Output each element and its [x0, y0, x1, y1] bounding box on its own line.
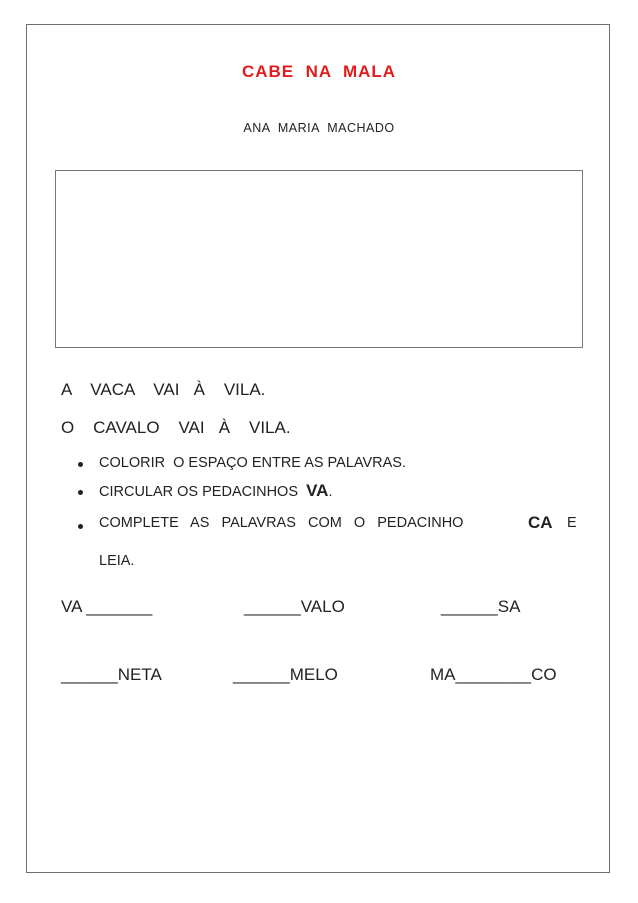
sentence-1: A VACA VAI À VILA. [61, 380, 266, 399]
page-border [26, 24, 610, 873]
bullet-icon [78, 490, 83, 495]
exercise-va: VA _______ [61, 597, 153, 616]
author-name: ANA MARIA MACHADO [243, 121, 395, 135]
instruction-circle-text: CIRCULAR OS PEDACINHOS [99, 484, 307, 500]
exercise-melo: ______MELO [233, 665, 338, 684]
instruction-complete-end: E [567, 515, 577, 531]
instruction-read: LEIA. [99, 553, 135, 569]
instruction-circle-pieces [99, 481, 332, 501]
exercise-sa: ______SA [441, 597, 521, 616]
bullet-icon [78, 524, 83, 529]
instruction-color-spaces: COLORIR O ESPAÇO ENTRE AS PALAVRAS. [99, 455, 406, 471]
exercise-co: MA________CO [430, 665, 557, 684]
instruction-complete-words: COMPLETE AS PALAVRAS COM O PEDACINHO [99, 515, 464, 531]
document-title: CABE NA MALA [241, 62, 397, 81]
exercise-valo: ______VALO [244, 597, 345, 616]
sentence-2: O CAVALO VAI À VILA. [61, 418, 291, 437]
bullet-icon [78, 462, 83, 467]
exercise-neta: ______NETA [61, 665, 162, 684]
syllable-ca: CA [528, 513, 553, 532]
image-placeholder-box [55, 170, 583, 348]
syllable-va: VA [306, 481, 329, 500]
instruction-circle-end: . [328, 484, 333, 500]
